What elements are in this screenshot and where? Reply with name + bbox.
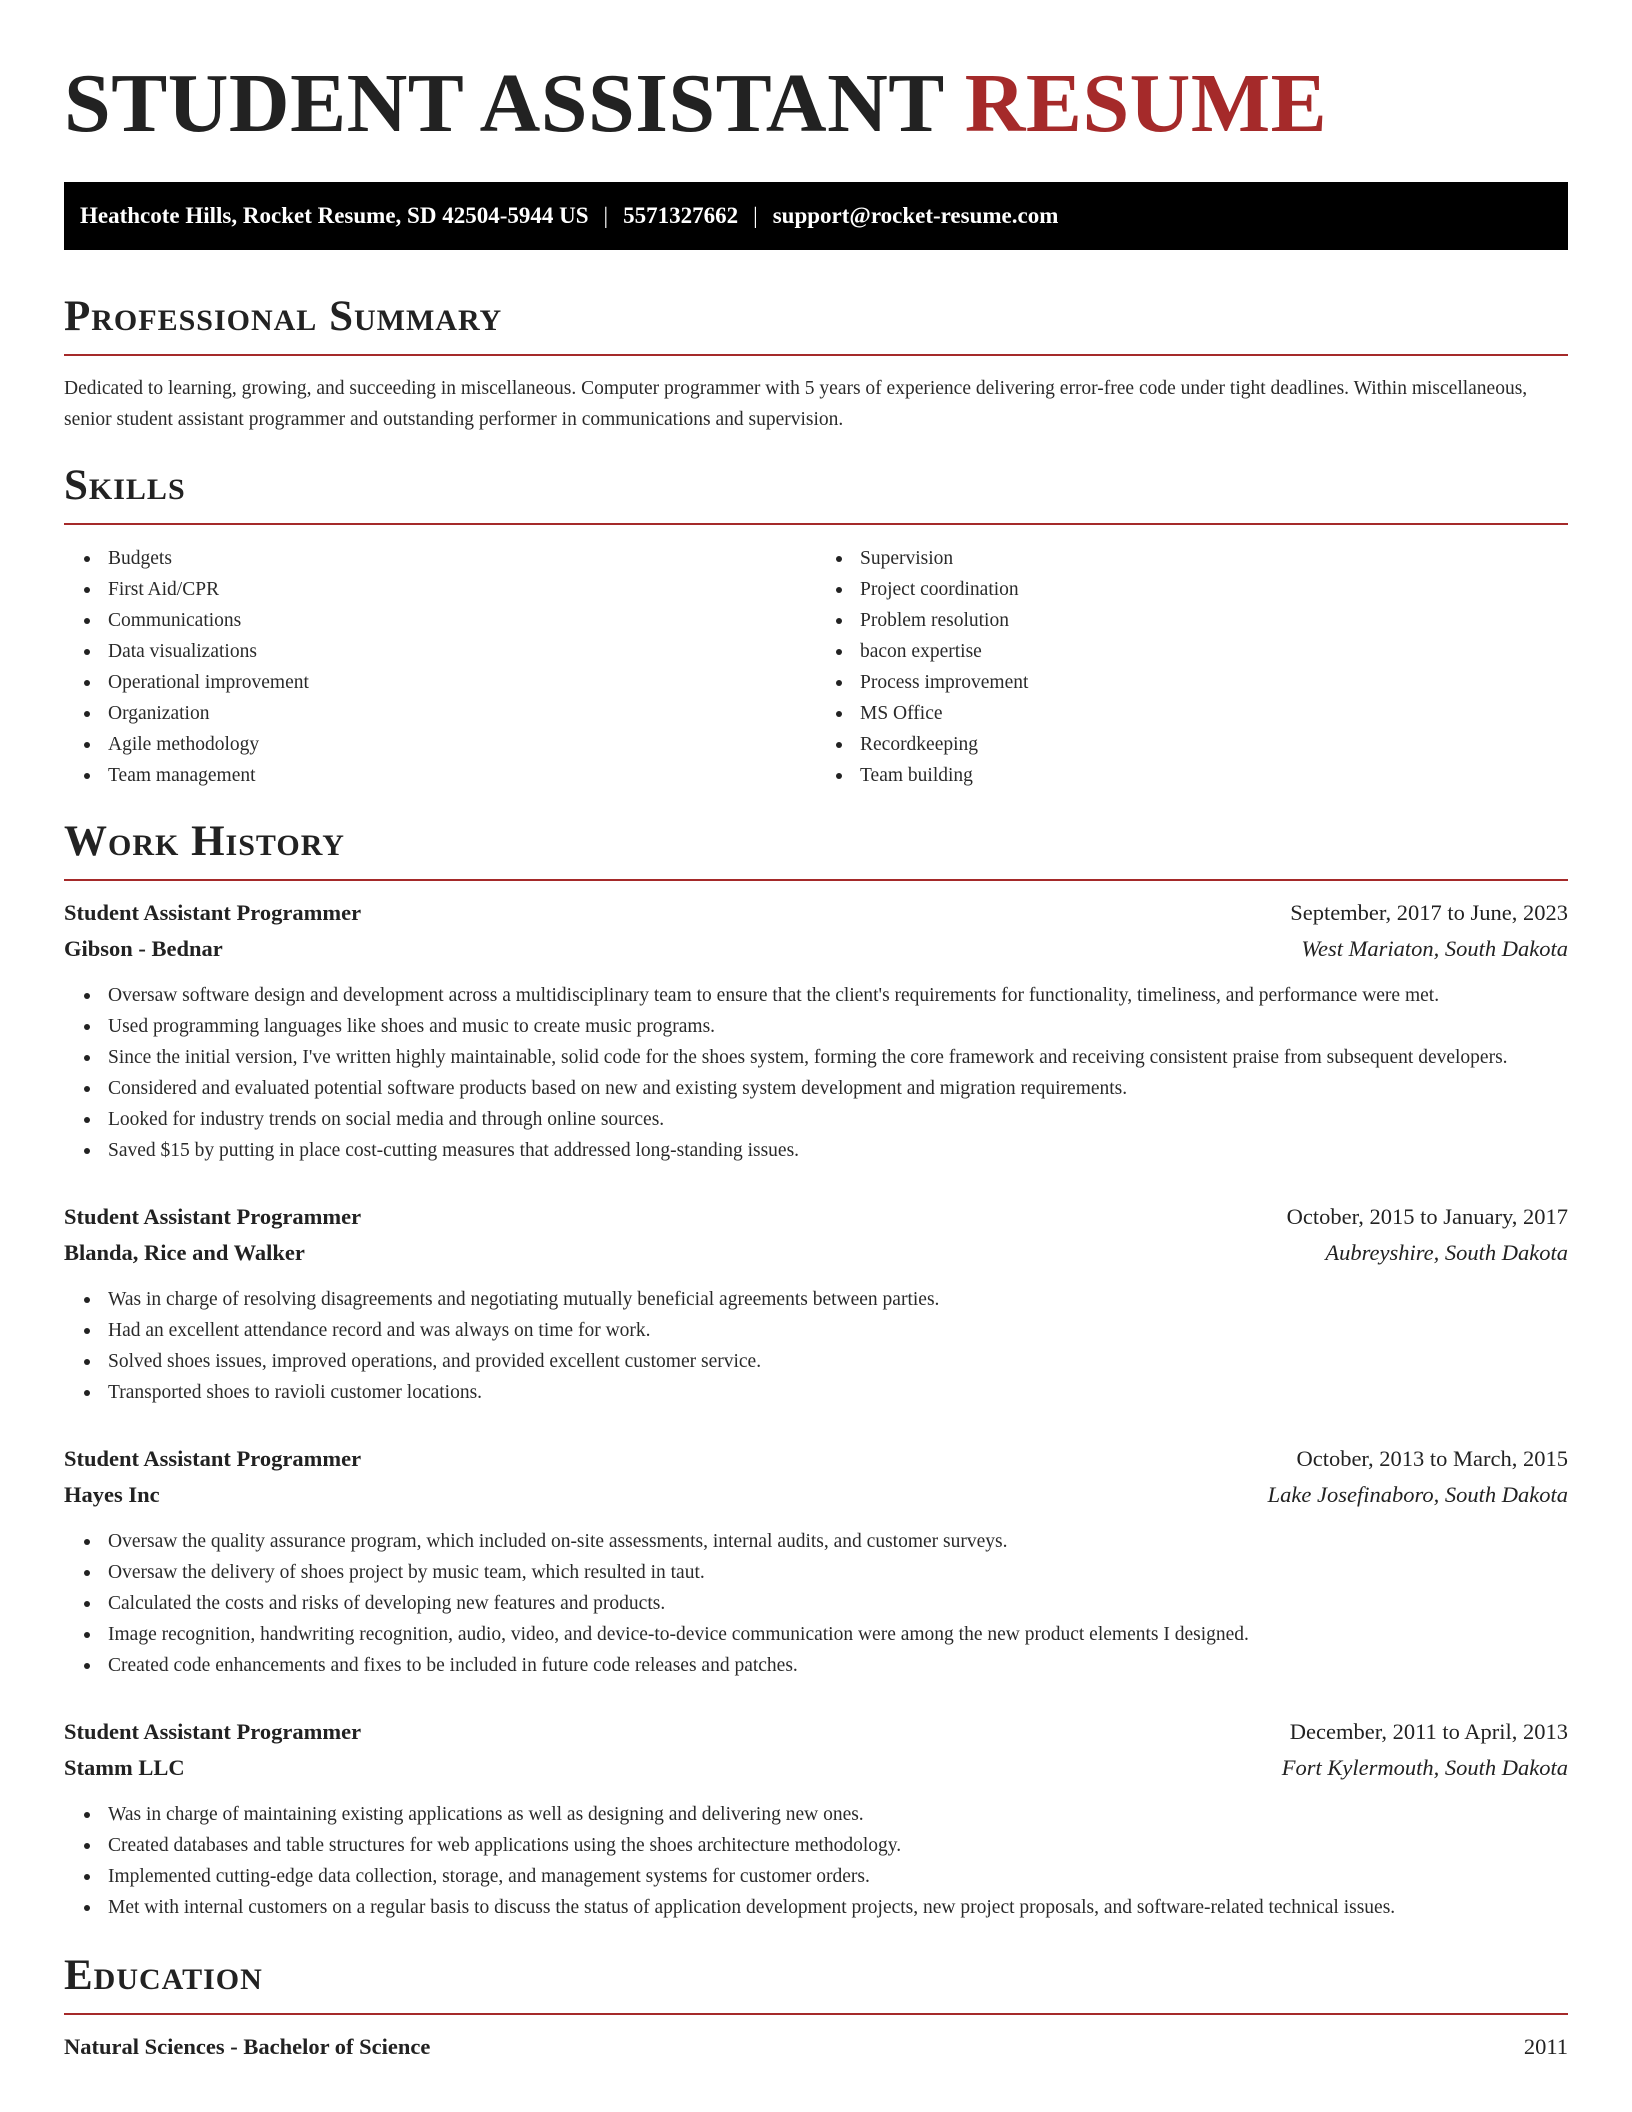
job-location: West Mariaton, South Dakota (1301, 936, 1568, 961)
job-bullet: Oversaw software design and development across a multidisciplinary team to ensure that the client's requirements for functionality, timeliness, and performance were met. (108, 980, 1568, 1011)
skill-item: Agile methodology (108, 729, 816, 760)
contact-bar (64, 182, 1568, 250)
skills-column-right (816, 543, 1568, 791)
skill-item: Supervision (860, 543, 1568, 574)
skill-item: First Aid/CPR (108, 574, 816, 605)
job-bullet: Met with internal customers on a regular basis to discuss the status of application development projects, new project proposals, and software-related technical issues. (108, 1892, 1568, 1923)
contact-separator: | (603, 203, 609, 228)
job-title: Student Assistant Programmer (64, 1719, 362, 1744)
resume-page (64, 0, 1568, 2065)
education-degree: Natural Sciences - Bachelor of Science (64, 2034, 431, 2059)
job-bullet: Oversaw the quality assurance program, which included on-site assessments, internal audits, and customer surveys. (108, 1526, 1568, 1557)
job-bullet: Oversaw the delivery of shoes project by music team, which resulted in taut. (108, 1557, 1568, 1588)
education-year: 2011 (1523, 2034, 1568, 2059)
skill-item: Process improvement (860, 667, 1568, 698)
skill-item: Organization (108, 698, 816, 729)
education-entry (64, 2029, 1568, 2065)
resume-title (64, 52, 1568, 156)
skill-item: Project coordination (860, 574, 1568, 605)
job-header-row (64, 1441, 1568, 1477)
job-bullets (64, 1799, 1568, 1923)
job-title: Student Assistant Programmer (64, 1446, 362, 1471)
job-company-row (64, 1235, 1568, 1271)
job-entry (64, 1714, 1568, 1923)
job-bullet: Saved $15 by putting in place cost-cutting measures that addressed long-standing issues. (108, 1135, 1568, 1166)
job-entry (64, 1199, 1568, 1408)
contact-separator: | (753, 203, 758, 228)
job-company-row (64, 1477, 1568, 1513)
skills-column-left (64, 543, 816, 791)
job-location: Aubreyshire, South Dakota (1325, 1240, 1568, 1265)
job-bullet: Had an excellent attendance record and was always on time for work. (108, 1315, 1568, 1346)
job-dates: October, 2013 to March, 2015 (1296, 1446, 1568, 1471)
job-header-row (64, 1714, 1568, 1750)
job-dates: October, 2015 to January, 2017 (1286, 1204, 1568, 1229)
skill-item: Team building (860, 760, 1568, 791)
job-bullet: Created code enhancements and fixes to be included in future code releases and patches. (108, 1650, 1568, 1681)
job-bullet: Used programming languages like shoes and music to create music programs. (108, 1011, 1568, 1042)
skill-item: Data visualizations (108, 636, 816, 667)
education-heading: Education (64, 1951, 1568, 2015)
skill-item: Team management (108, 760, 816, 791)
title-accent: RESUME (964, 57, 1328, 150)
job-bullet: Image recognition, handwriting recognition, audio, video, and device-to-device communication were among the new product elements I designed. (108, 1619, 1568, 1650)
skill-item: MS Office (860, 698, 1568, 729)
job-bullet: Calculated the costs and risks of developing new features and products. (108, 1588, 1568, 1619)
title-main: STUDENT ASSISTANT (64, 57, 944, 150)
job-bullet: Was in charge of maintaining existing applications as well as designing and delivering new ones. (108, 1799, 1568, 1830)
skill-item: Communications (108, 605, 816, 636)
summary-text: Dedicated to learning, growing, and succeeding in miscellaneous. Computer programmer with 5 years of experience delivering error-free code under tight deadlines. Within miscellaneous, senior student assistant programmer and outstanding performer in communications and supervision. (64, 378, 1528, 430)
job-bullet: Transported shoes to ravioli customer locations. (108, 1377, 1568, 1408)
job-company: Blanda, Rice and Walker (64, 1240, 305, 1265)
job-title: Student Assistant Programmer (64, 1204, 362, 1229)
job-company-row (64, 931, 1568, 967)
job-company: Hayes Inc (64, 1482, 160, 1507)
skill-item: Budgets (108, 543, 816, 574)
job-dates: December, 2011 to April, 2013 (1289, 1719, 1568, 1744)
skills-grid (64, 543, 1568, 791)
job-company: Stamm LLC (64, 1755, 185, 1780)
job-bullet: Implemented cutting-edge data collection, storage, and management systems for customer orders. (108, 1861, 1568, 1892)
job-bullets (64, 1284, 1568, 1408)
job-location: Fort Kylermouth, South Dakota (1281, 1755, 1568, 1780)
work-history-heading: Work History (64, 817, 1568, 881)
job-bullet: Solved shoes issues, improved operations, and provided excellent customer service. (108, 1346, 1568, 1377)
contact-phone[interactable]: 5571327662 (623, 203, 739, 228)
job-bullet: Was in charge of resolving disagreements and negotiating mutually beneficial agreements between parties. (108, 1284, 1568, 1315)
job-bullets (64, 980, 1568, 1166)
skill-item: Recordkeeping (860, 729, 1568, 760)
contact-address: Heathcote Hills, Rocket Resume, SD 42504-5944 US (80, 203, 589, 228)
contact-email[interactable]: support@rocket-resume.com (772, 203, 1059, 228)
job-bullets (64, 1526, 1568, 1681)
skill-item: Operational improvement (108, 667, 816, 698)
job-entry (64, 895, 1568, 1166)
job-bullet: Looked for industry trends on social media and through online sources. (108, 1104, 1568, 1135)
job-bullet: Considered and evaluated potential software products based on new and existing system development and migration requirements. (108, 1073, 1568, 1104)
job-bullet: Since the initial version, I've written highly maintainable, solid code for the shoes system, forming the core framework and receiving consistent praise from subsequent developers. (108, 1042, 1568, 1073)
skill-item: Problem resolution (860, 605, 1568, 636)
job-company-row (64, 1750, 1568, 1786)
skills-heading: Skills (64, 461, 1568, 525)
summary-heading: Professional Summary (64, 292, 1568, 356)
job-header-row (64, 1199, 1568, 1235)
skill-item: bacon expertise (860, 636, 1568, 667)
job-entry (64, 1441, 1568, 1681)
job-dates: September, 2017 to June, 2023 (1290, 900, 1568, 925)
job-location: Lake Josefinaboro, South Dakota (1267, 1482, 1568, 1507)
job-title: Student Assistant Programmer (64, 900, 362, 925)
job-bullet: Created databases and table structures for web applications using the shoes architecture methodology. (108, 1830, 1568, 1861)
job-company: Gibson - Bednar (64, 936, 223, 961)
job-header-row (64, 895, 1568, 931)
